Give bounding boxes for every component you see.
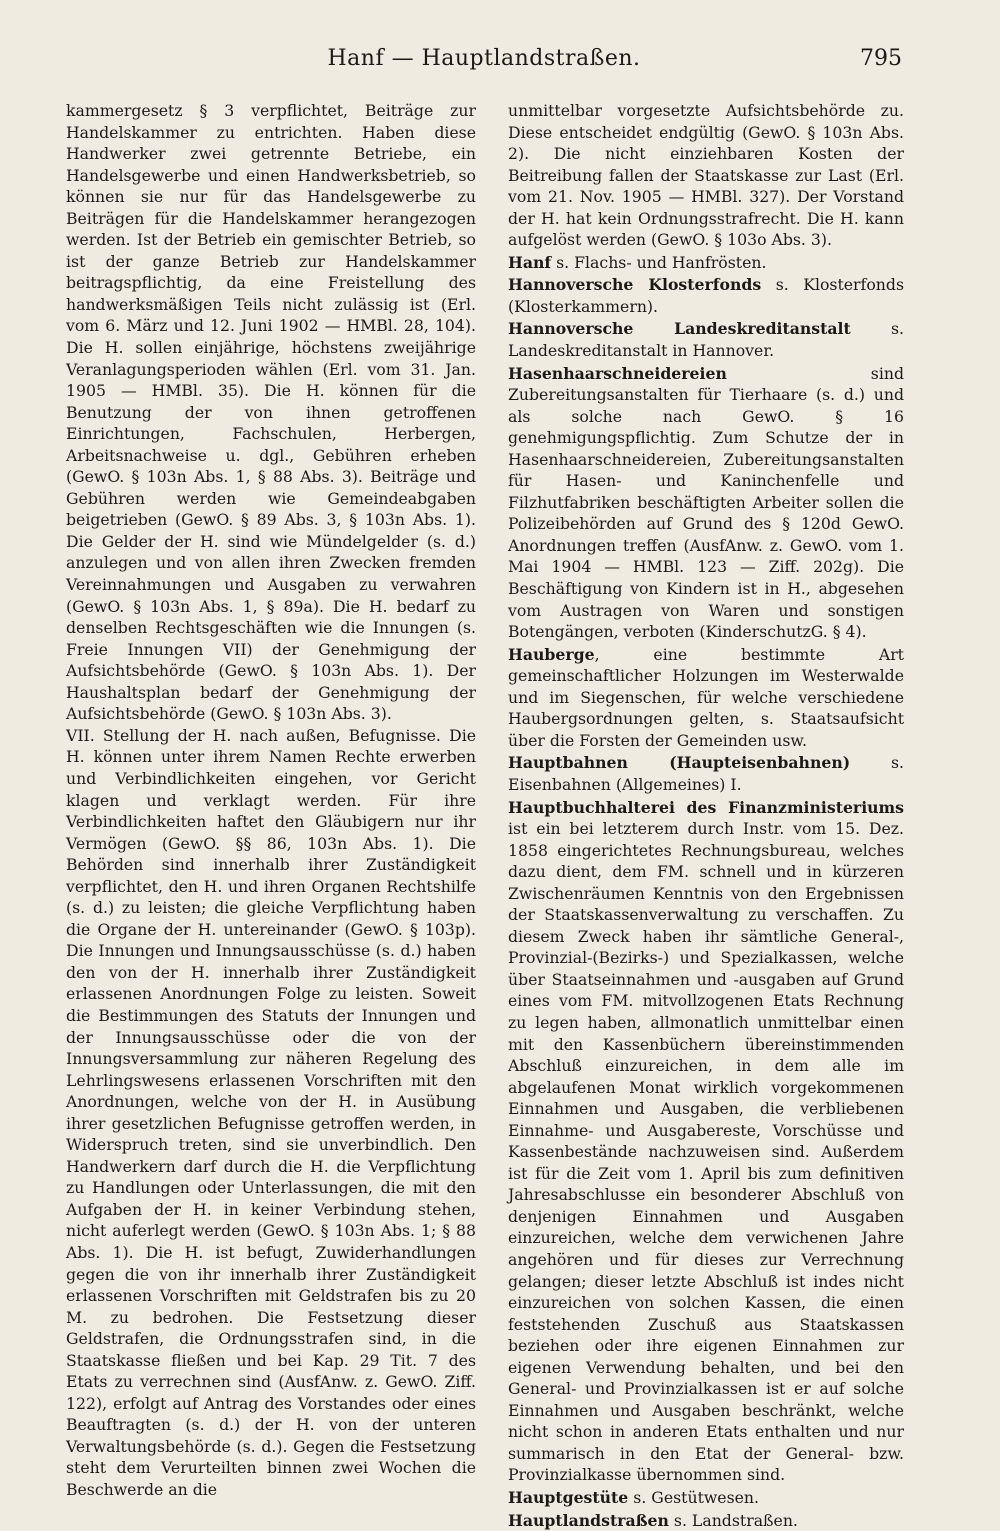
entry-text: s. Flachs- und Hanfrösten.: [551, 252, 767, 272]
entry-keyword: Hauptlandstraßen: [508, 1510, 669, 1530]
entry-text: sind Zubereitungsanstalten für Tierhaare (s. d.) und als solche nach GewO. § 16 genehmigungspflichtig. Zum Schutze der in Hasenhaarschneidereien, Zubereitungsanstalten für Hasen- und Kaninchenfelle und Filzhutfabriken beschäftigten Arbeiter sollen die Polizeibehörden auf Grund des § 120d GewO. Anordnungen treffen (AusfAnw. z. GewO. vom 1. Mai 1904 — HMBl. 123 — Ziff. 202g). Die Beschäftigung von Kindern ist in H., abgesehen vom Austragen von Waren und sonstigen Botengängen, verboten (KinderschutzG. § 4).: [508, 363, 904, 642]
entry-keyword: Hannoversche Landeskreditanstalt: [508, 319, 851, 339]
entry-text: s. Eisenbahnen (Allgemeines) I.: [508, 753, 904, 794]
entry-text: s. Landeskreditanstalt in Hannover.: [508, 319, 905, 361]
entry-hannoversche-klosterfonds: [508, 274, 904, 317]
paragraph-section-vii: VII. Stellung der H. nach außen, Befugnisse. Die H. können unter ihrem Namen Rechte erwerben und Verbindlichkeiten eingehen, vor Gericht klagen und verklagt werden. Für ihre Verbindlichkeiten haftet den Gläubigern nur ihr Vermögen (GewO. §§ 86, 103n Abs. 1). Die Behörden sind innerhalb ihrer Zuständigkeit verpflichtet, den H. und ihren Organen Rechtshilfe (s. d.) zu leisten; die gleiche Verpflichtung haben die Organe der H. untereinander (GewO. § 103p). Die Innungen und Innungsausschüsse (s. d.) haben den von der H. innerhalb ihrer Zuständigkeit erlassenen Anordnungen Folge zu leisten. Soweit die Bestimmungen des Statuts der Innungen und der Innungsausschüsse oder die von der Innungsversammlung zur näheren Regelung des Lehrlingswesens erlassenen Vorschriften mit den Anordnungen, welche von der H. in Ausübung ihrer gesetzlichen Befugnisse getroffen werden, in Widerspruch treten, sind sie unverbindlich. Den Handwerkern darf durch die H. die Verpflichtung zu Handlungen oder Unterlassungen, die mit den Aufgaben der H. in keiner Verbindung stehen, nicht auferlegt werden (GewO. § 103n Abs. 1; § 88 Abs. 1). Die H. ist befugt, Zuwiderhandlungen gegen die von ihr innerhalb ihrer Zuständigkeit erlassenen Vorschriften mit Geldstrafen bis zu 20 M. zu bedrohen. Die Festsetzung dieser Geldstrafen, die Ordnungsstrafen sind, in die Staatskasse fließen und bei Kap. 29 Tit. 7 des Etats zu verrechnen sind (AusfAnw. z. GewO. Ziff. 122), erfolgt auf Antrag des Vorstandes oder eines Beauftragten (s. d.) der H. von der unteren Verwaltungsbehörde (s. d.). Gegen die Festsetzung steht dem Verurteilten binnen zwei Wochen die Beschwerde an die: [66, 725, 476, 1499]
entry-continuation: [508, 100, 904, 251]
entry-hauptbahnen: [508, 752, 904, 795]
page-header: [66, 46, 902, 80]
entry-keyword: Hauberge: [508, 644, 595, 664]
entry-hauptgestuete: [508, 1487, 904, 1509]
entry-keyword: Hasenhaarschneidereien: [508, 363, 727, 383]
entry-hanf: [508, 252, 904, 274]
page-number: 795: [860, 46, 902, 71]
entry-hauptbuchhalterei: [508, 797, 904, 1487]
paragraph-contributions: kammergesetz § 3 verpflichtet, Beiträge zur Handelskammer zu entrichten. Haben diese Handwerker zwei getrennte Betriebe, ein Handelsgewerbe und einen Handwerksbetrieb, so können sie nur für das Handelsgewerbe zu Beiträgen für die Handelskammer herangezogen werden. Ist der Betrieb ein gemischter Betrieb, so ist der ganze Betrieb zur Handelskammer beitragspflichtig, da eine Freistellung des handwerksmäßigen Teils nicht zulässig ist (Erl. vom 6. März und 12. Juni 1902 — HMBl. 28, 104). Die H. sollen einjährige, höchstens zweijährige Veranlagungsperioden wählen (Erl. vom 31. Jan. 1905 — HMBl. 35). Die H. können für die Benutzung der von ihnen getroffenen Einrichtungen, Fachschulen, Herbergen, Arbeitsnachweise u. dgl., Gebühren erheben (GewO. § 103n Abs. 1, § 88 Abs. 3). Beiträge und Gebühren werden wie Gemeindeabgaben beigetrieben (GewO. § 89 Abs. 3, § 103n Abs. 1). Die Gelder der H. sind wie Mündelgelder (s. d.) anzulegen und von allen ihren Zwecken fremden Vereinnahmungen und Ausgaben zu verwahren (GewO. § 103n Abs. 1, § 89a). Die H. bedarf zu denselben Rechtsgeschäften wie die Innungen (s. Freie Innungen VII) der Genehmigung der Aufsichtsbehörde (GewO. § 103n Abs. 1). Der Haushaltsplan bedarf der Genehmigung der Aufsichtsbehörde (GewO. § 103n Abs. 3).: [66, 101, 476, 724]
entry-hauberge: [508, 644, 904, 752]
entry-text: s. Klosterfonds (Klosterkammern).: [508, 275, 905, 316]
entry-text: s. Landstraßen.: [668, 1510, 798, 1530]
left-column: [66, 100, 476, 1501]
entry-keyword: Hauptbuchhalterei des Finanzministeriums: [508, 797, 904, 817]
entry-keyword: Hauptbahnen (Haupteisenbahnen): [508, 753, 851, 773]
entry-hauptlandstrassen: [508, 1510, 904, 1531]
entry-text: s. Gestütwesen.: [628, 1488, 760, 1507]
entry-hasenhaarschneidereien: [508, 363, 904, 643]
running-head: Hanf — Hauptlandstraßen.: [327, 46, 641, 71]
entry-text: ist ein bei letzterem durch Instr. vom 15. Dez. 1858 eingerichtetes Rechnungsbureau, welches dazu dient, dem FM. schnell und in kürzeren Zwischenräumen Kenntnis von den Ergebnissen der Staatskassenverwaltung zu verschaffen. Zu diesem Zweck haben ihr sämtliche General-, Provinzial-(Bezirks-) und Spezialkassen, welche über Staatseinnahmen und -ausgaben auf Grund eines vom FM. mitvollzogenen Etats Rechnung zu legen haben, allmonatlich unmittelbar einen mit den Kassenbüchern übereinstimmenden Abschluß einzureichen, in dem alle im abgelaufenen Monat wirklich vorgekommenen Einnahmen und Ausgaben, die verbliebenen Einnahme- und Ausgabereste, Vorschüsse und Kassenbestände nachzuweisen sind. Außerdem ist für die Zeit vom 1. April bis zum definitiven Jahresabschlusse ein besonderer Abschluß von denjenigen Einnahmen und Ausgaben einzureichen, welche dem verwichenen Jahre angehören und für dieses zur Verrechnung gelangen; dieser letzte Abschluß ist indes nicht einzureichen von solchen Kassen, die einen feststehenden Zuschuß aus Staatskassen beziehen oder ihre eigenen Einnahmen zur eigenen Verwendung behalten, und bei den General- und Provinzialkassen ist er auf solche Einnahmen und Ausgaben beschränkt, welche nicht schon in anderen Etats enthalten und nur summarisch in den Etat der General- bzw. Provinzialkasse übernommen sind.: [508, 819, 904, 1485]
column-divider: [487, 100, 488, 1420]
entry-text: unmittelbar vorgesetzte Aufsichtsbehörde zu. Diese entscheidet endgültig (GewO. § 103n Abs. 2). Die nicht einziehbaren Kosten der Beitreibung fallen der Staatskasse zur Last (Erl. vom 21. Nov. 1905 — HMBl. 327). Der Vorstand der H. hat kein Ordnungsstrafrecht. Die H. kann aufgelöst werden (GewO. § 103o Abs. 3).: [508, 101, 904, 250]
entry-keyword: Hauptgestüte: [508, 1488, 629, 1507]
entry-keyword: Hannoversche Klosterfonds: [508, 275, 762, 295]
entry-keyword: Hanf: [508, 252, 552, 272]
entry-hannoversche-landeskreditanstalt: [508, 318, 904, 361]
entry-text: , eine bestimmte Art gemeinschaftlicher Holzungen im Westerwalde und im Siegenschen, für welche verschiedene Haubergsordnungen gelten, s. Staatsaufsicht über die Forsten der Gemeinden usw.: [508, 644, 904, 750]
right-column: [508, 100, 904, 1531]
